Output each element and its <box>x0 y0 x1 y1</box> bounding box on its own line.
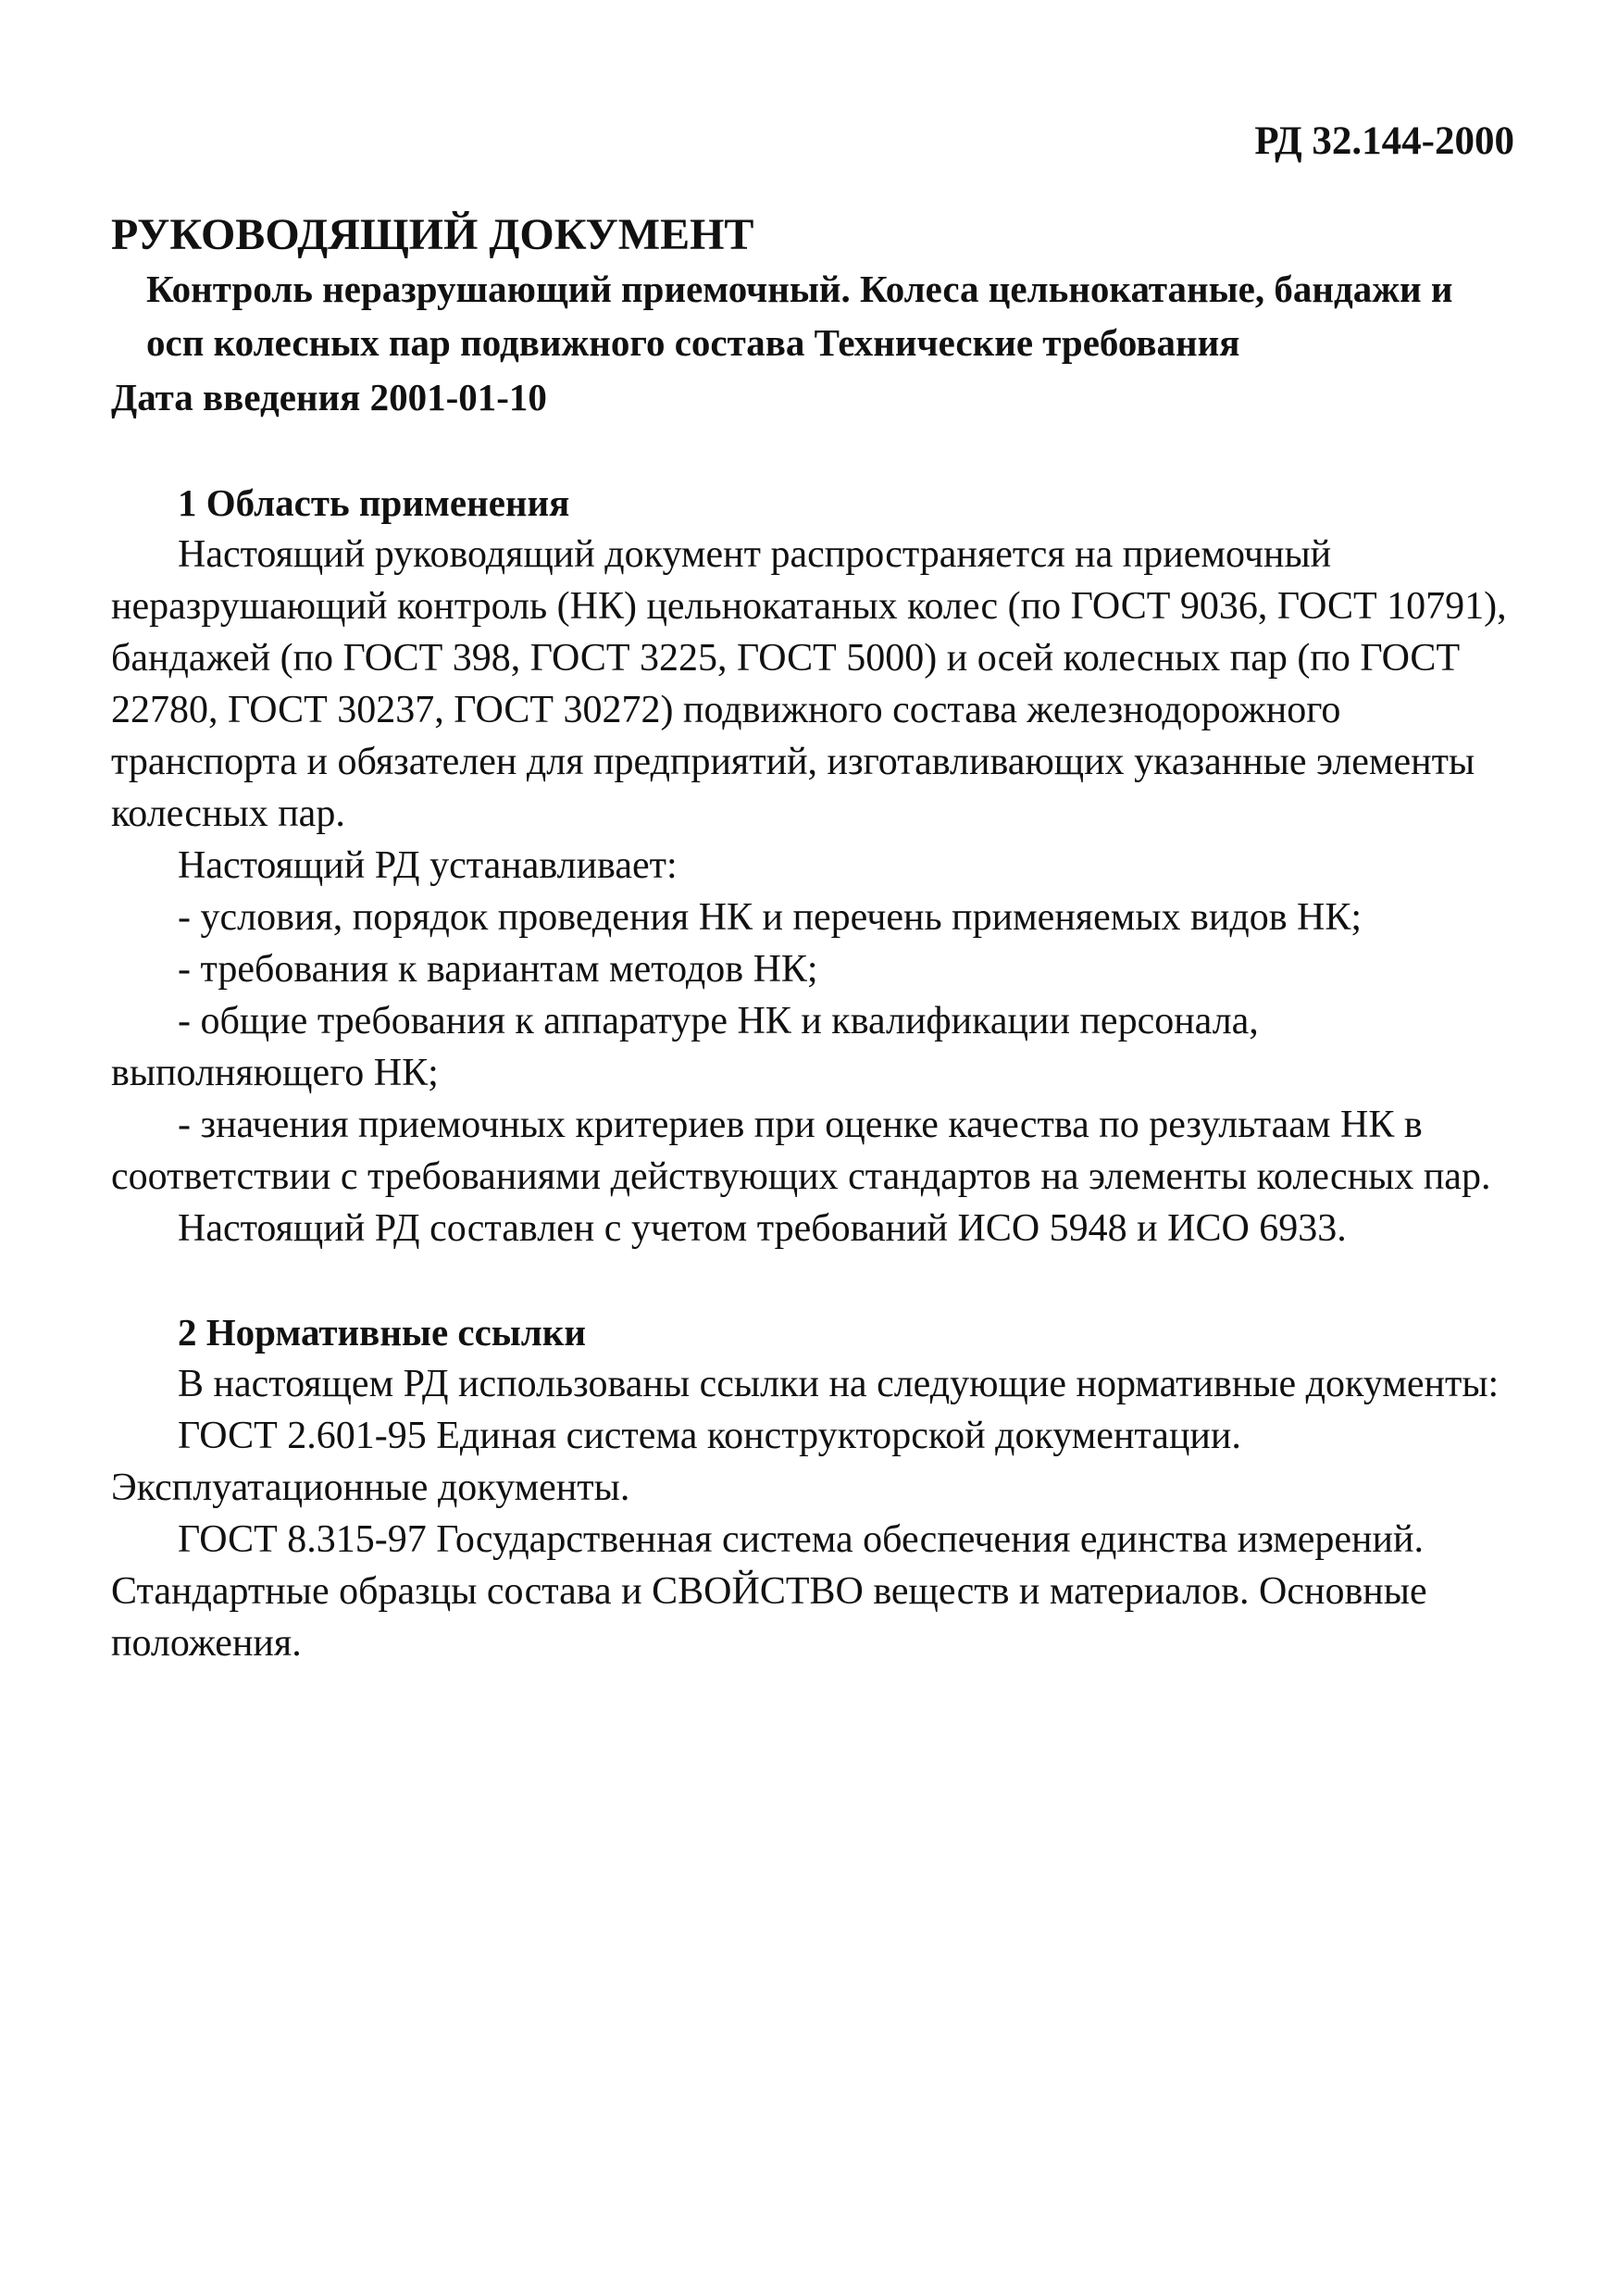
document-code: РД 32.144-2000 <box>1254 119 1514 163</box>
section-1-paragraph: Настоящий РД устанавливает: <box>178 844 678 887</box>
section-2-paragraph: В настоящем РД использованы ссылки на следующие нормативные документы: <box>178 1363 1500 1405</box>
document-type: РУКОВОДЯЩИЙ ДОКУМЕНТ <box>111 210 754 259</box>
list-item: - требования к вариантам методов НК; <box>178 948 818 991</box>
list-item: - значения приемочных критериев при оценке качества по результаам НК в соответствии с требованиями действующих стандартов на элементы колесных пар. <box>111 1104 1491 1198</box>
section-1-paragraph: Настоящий РД составлен с учетом требований ИСО 5948 и ИСО 6933. <box>178 1207 1347 1250</box>
normative-reference: ГОСТ 8.315-97 Государственная система обеспечения единства измерений. Стандартные образцы состава и СВОЙСТВО веществ и материалов. Основные положения. <box>111 1518 1427 1665</box>
section-2-heading: 2 Нормативные ссылки <box>178 1311 587 1354</box>
document-body <box>111 208 1518 1669</box>
effective-date: Дата введения 2001-01-10 <box>111 376 547 418</box>
section-1-paragraph: Настоящий руководящий документ распространяется на приемочный неразрушающий контроль (НК) цельнокатаных колес (по ГОСТ 9036, ГОСТ 10791), бандажей (по ГОСТ 398, ГОСТ 3225, ГОСТ 5000) и осей колесных пар (по ГОСТ 22780, ГОСТ 30237, ГОСТ 30272) подвижного состава железнодорожного транспорта и обязателен для предприятий, изготавливающих указанные элементы колесных пар. <box>111 533 1507 835</box>
list-item: - условия, порядок проведения НК и перечень применяемых видов НК; <box>178 896 1363 939</box>
normative-reference: ГОСТ 2.601-95 Единая система конструкторской документации. Эксплуатационные документы. <box>111 1415 1241 1509</box>
requirements-list <box>111 892 1518 1203</box>
section-1-heading: 1 Область применения <box>178 481 570 524</box>
document-title: Контроль неразрушающий приемочный. Колеса цельнокатаные, бандажи и осп колесных пар подвижного состава Технические требования <box>146 268 1453 364</box>
list-item: - общие требования к аппаратуре НК и квалификации персонала, выполняющего НК; <box>111 1000 1259 1094</box>
